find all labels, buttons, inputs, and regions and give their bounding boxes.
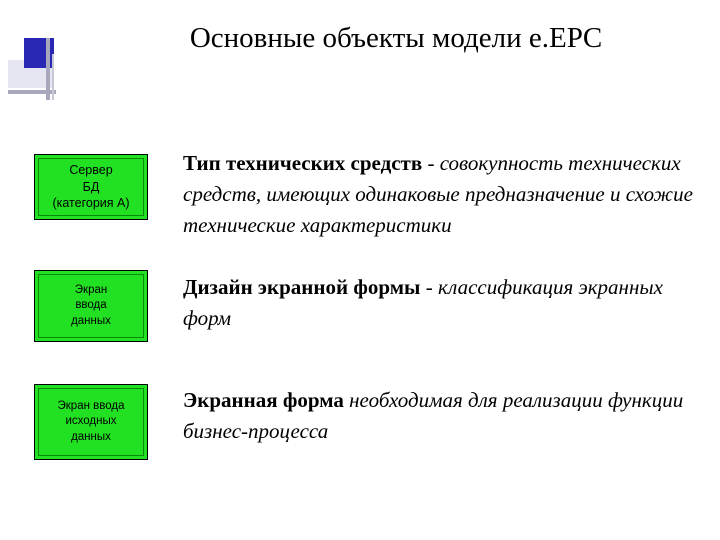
- screen-input-label-line: исходных: [65, 415, 117, 428]
- screen-form-label: [58, 399, 125, 446]
- definition: совокупность технических средств, имеющих одинаковые предназначение и схожие технические характеристики: [183, 151, 693, 237]
- server-db-label-line: Сервер: [69, 162, 113, 177]
- corner-decoration-line-v: [46, 38, 50, 100]
- corner-decoration-line-v2: [52, 54, 54, 100]
- screen-form-label-line: данных: [71, 314, 111, 327]
- server-db-symbol: [34, 154, 148, 220]
- screen-input-label-line: данных: [71, 430, 111, 443]
- slide-title: Основные объекты модели е.EPC: [189, 22, 603, 54]
- term: Дизайн экранной формы: [183, 275, 421, 299]
- screen-form-symbol: [34, 384, 148, 460]
- screen-form-label-line: ввода: [75, 299, 107, 312]
- server-db-label-line: (категория А): [52, 196, 130, 211]
- separator: -: [420, 275, 438, 299]
- screen-form-design-symbol: [34, 270, 148, 342]
- screen-form-label-line: Экран: [74, 283, 108, 296]
- term: Тип технических средств: [183, 151, 423, 175]
- description-screen-form: [183, 385, 693, 447]
- server-db-label: [52, 162, 129, 213]
- screen-form-design-label: [71, 283, 111, 330]
- description-screen-form-design: [183, 272, 693, 334]
- definition: классификация экранных форм: [183, 275, 663, 330]
- definition: необходимая для реализации функции бизнес-процесса: [183, 388, 684, 443]
- description-hardware-type: [183, 148, 693, 241]
- separator: -: [422, 151, 440, 175]
- screen-input-label-line: Экран ввода: [57, 399, 125, 412]
- server-db-label-line: БД: [82, 179, 100, 194]
- term: Экранная форма: [183, 388, 344, 412]
